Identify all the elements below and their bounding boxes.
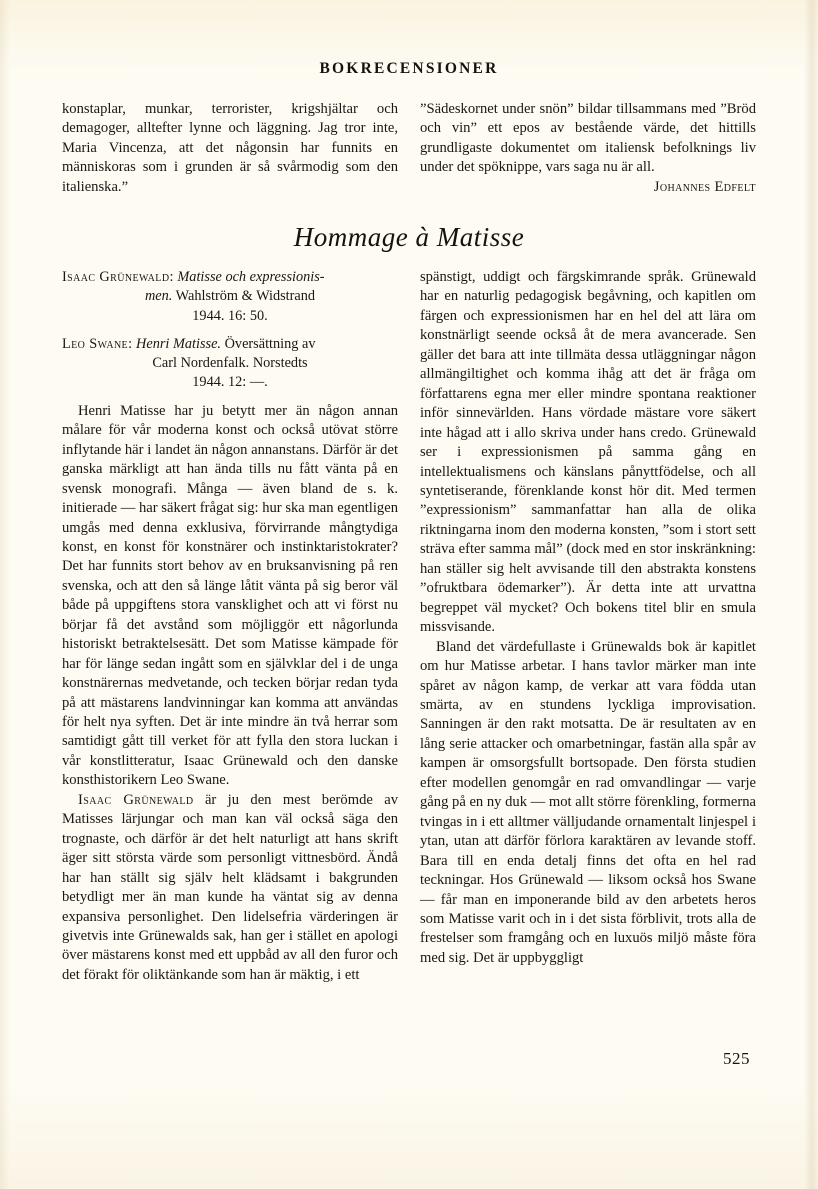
bibliography-year-price: 1944. 16: 50. xyxy=(192,307,268,324)
bibliography-list xyxy=(62,268,398,393)
article-paragraph: Bland det värdefullaste i Grünewalds bok är kapitlet om hur Matisse arbetar. I hans tavlor märker man inte spåret av någon kamp, de verkar att vara födda utan smärta, av en stundens lyckliga improvisation. Sanningen är den rakt motsatta. De är resultaten av en lång serie attacker och omarbetningar, fastän alla spår av kampen är omsorgsfullt bortsopade. Den första studien efter modellen genomgår en rad omvandlingar — varje gång på en ny duk — mot allt större förenkling, formerna tvingas in i ett alltmer välljudande ornamentalt linjespel i ytan, utan att därför förlora karaktären av levande stoff. Bara till en enda detalj finns det ofta en hel rad teckningar. Hos Grünewald — liksom också hos Swane — får man en imponerande bild av den arbetets heros som Matisse varit och in i det sista förblivit, trots alla de frestelser som framgång och en luxuös miljö måste föra med sig. Det är uppbyggligt xyxy=(420,638,756,966)
previous-review-left-text: konstaplar, munkar, terrorister, krigshjältar och demagoger, alltefter lynne och läggning. Jag tror inte, Maria Vincenza, att det någonsin har funnits en människoras som i grunden är så svårmodig som den italienska.” xyxy=(62,101,398,195)
previous-review-right-text: ”Sädeskornet under snön” bildar tillsammans med ”Bröd och vin” ett epos av bestående värde, det hittills grundligaste dokumentet om italiensk befolknings liv under det spöknippe, vars saga nu är all. xyxy=(420,101,756,176)
article-left-column xyxy=(62,268,398,985)
previous-review-right-column xyxy=(420,100,756,197)
bibliography-title-cont: Översättning av xyxy=(224,335,316,352)
review-signature: Johannes Edfelt xyxy=(653,178,756,195)
bibliography-entry xyxy=(62,268,398,326)
bibliography-publisher: Carl Nordenfalk. Norstedts xyxy=(152,355,308,372)
bibliography-publisher: Wahlström & Widstrand xyxy=(175,288,316,305)
bibliography-author: Isaac Grünewald: xyxy=(62,269,174,285)
bibliography-title: Henri Matisse. xyxy=(136,335,222,352)
previous-review-columns xyxy=(62,100,756,197)
article-paragraph: Isaac Grünewald är ju den mest berömde av Matisses lärjungar och man kan väl också säga den trognaste, och därför är det helt naturligt att hans skrift äger sitt största värde som personligt vittnesbörd. Ändå har han ställt sig själv helt klädsamt i bakgrunden betydligt mer än man kunde ha väntat sig av denna expansiva personlighet. Den lidelsefria värderingen är givetvis inte Grünewalds sak, han ger i stället en apologi över mästarens konst med ett uppbåd av all den furor och det förakt för oliktänkande som han är mäktig, i ett xyxy=(62,791,398,983)
bibliography-year-price: 1944. 12: —. xyxy=(192,374,268,391)
previous-review-left-column xyxy=(62,100,398,197)
article-paragraph: Henri Matisse har ju betytt mer än någon annan målare för vår moderna konst och också utövat större inflytande här i landet än någon annanstans. Därför är det ganska märkligt att han ända tills nu fått vänta på en svensk monografi. Många — även bland de s. k. initierade — har säkert frågat sig: hur ska man egentligen umgås med denna exklusiva, förvirrande mångtydiga konst, en konst för konstnärer och instinktaristokrater? Det har funnits stort behov av en bruksanvisning på ren svenska, och att den så länge låtit vänta på sig beror väl både på uppgiftens stora vansklighet och att vi först nu börjar få det avstånd som möjliggör ett någorlunda historiskt betraktelsesätt. Det som Matisse kämpade för har för länge sedan ingått som en självklar del i de unga konstnärernas medvetande, och tecken börjar redan tyda på att mästarens landvinningar kan komma att användas för helt nya syften. Det är inte mindre än två herrar som samtidigt gått till verket för att fylla den stora luckan i vår konstlitteratur, Isaac Grünewald och den danske konsthistorikern Leo Swane. xyxy=(62,402,398,789)
article-columns xyxy=(62,268,756,985)
article-title: Hommage à Matisse xyxy=(293,222,525,252)
author-name-smallcaps: Isaac Grünewald xyxy=(78,791,194,808)
bibliography-title-cont: men. xyxy=(144,288,173,305)
running-head: BOKRECENSIONER xyxy=(319,60,499,77)
bibliography-title: Matisse och expressionis- xyxy=(177,269,325,285)
page-number: 525 xyxy=(723,1049,750,1068)
bibliography-entry xyxy=(62,335,398,393)
bibliography-author: Leo Swane: xyxy=(62,335,133,352)
article-right-column xyxy=(420,268,756,968)
article-paragraph: spänstigt, uddigt och färgskimrande språk. Grünewald har en naturlig pedagogisk begåvning, och kapitlen om färgen och expressionismen har en hel del att lära om konstnärligt seende också åt de mera avancerade. Sen gäller det bara att inte tillmäta dessa utläggningar någon allmängiltighet och komma ihåg att det är fråga om författarens egna mer eller mindre spontana reaktioner inför sinnevärlden. Hans vördade mästare vore säkert inte hågad att i allo skriva under hans credo. Grünewald ser i expressionismen på samma gång en intellektualismens och känslans pånyttfödelse, och all syntetiserande, förenklande konst hör dit. Med termen ”expressionism” sammanfattar han alla de olika riktningarna inom den moderna konsten, ”som i stort sett sträva efter samma mål” (dock med en stor inskränkning: han ställer sig helt avvisande till den abstrakta konstens ”ofruktbara ödemarker”). Är detta inte att urvattna begreppet väl mycket? Och bokens titel blir en smula missvisande. xyxy=(420,269,756,636)
